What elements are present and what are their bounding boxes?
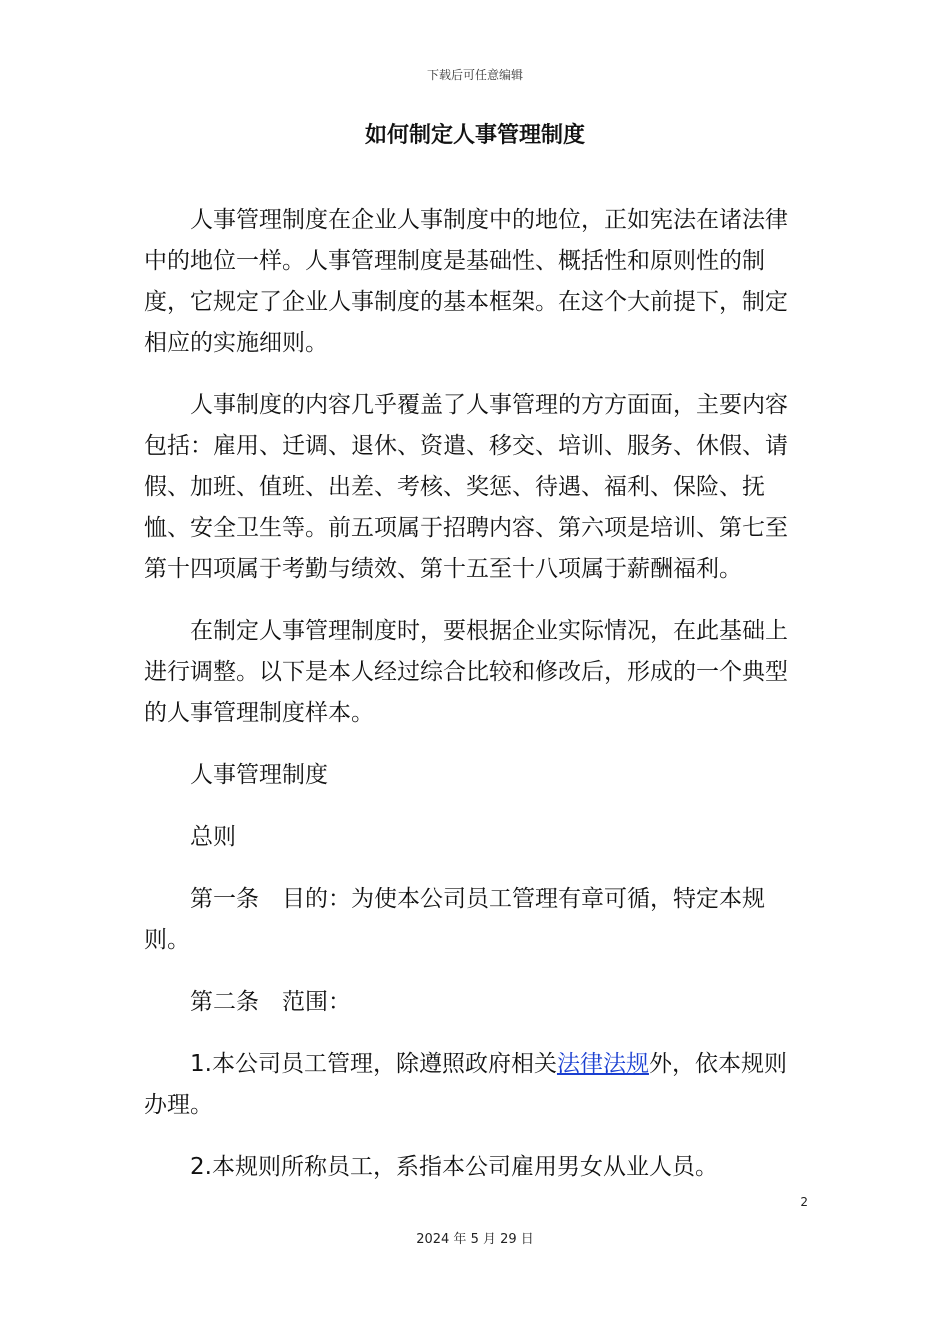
article-one: 第一条 目的：为使本公司员工管理有章可循，特定本规则。	[144, 886, 765, 953]
clause-one-text-before: 1.本公司员工管理，除遵照政府相关	[190, 1051, 557, 1077]
clause-one	[144, 1044, 808, 1126]
paragraph-content-scope: 人事制度的内容几乎覆盖了人事管理的方方面面，主要内容包括：雇用、迁调、退休、资遣、移交、培训、服务、休假、请假、加班、值班、出差、考核、奖惩、待遇、福利、保险、抚恤、安全卫生等。前五项属于招聘内容、第六项是培训、第七至第十四项属于考勤与绩效、第十五至十八项属于薪酬福利。	[144, 392, 788, 582]
clause-one-text-after: 外，依本规则办理。	[144, 1051, 787, 1118]
document-title: 如何制定人事管理制度	[364, 123, 585, 148]
document-body	[144, 200, 808, 1209]
section-heading-hr-system: 人事管理制度	[190, 762, 328, 788]
article-two: 第二条 范围：	[190, 989, 351, 1015]
footer-date: 2024 年 5 月 29 日	[416, 1232, 534, 1247]
paragraph-intro: 人事管理制度在企业人事制度中的地位，正如宪法在诸法律中的地位一样。人事管理制度是基础性、概括性和原则性的制度，它规定了企业人事制度的基本框架。在这个大前提下，制定相应的实施细则。	[144, 207, 788, 356]
section-heading-general: 总则	[190, 824, 236, 850]
header-note: 下载后可任意编辑	[426, 68, 523, 82]
clause-two: 2.本规则所称员工，系指本公司雇用男女从业人员。	[190, 1154, 718, 1180]
laws-regulations-link[interactable]: 法律法规	[556, 1051, 649, 1077]
page-number: 2	[800, 1195, 808, 1209]
paragraph-adjustment: 在制定人事管理制度时，要根据企业实际情况，在此基础上进行调整。以下是本人经过综合比较和修改后，形成的一个典型的人事管理制度样本。	[144, 618, 788, 726]
